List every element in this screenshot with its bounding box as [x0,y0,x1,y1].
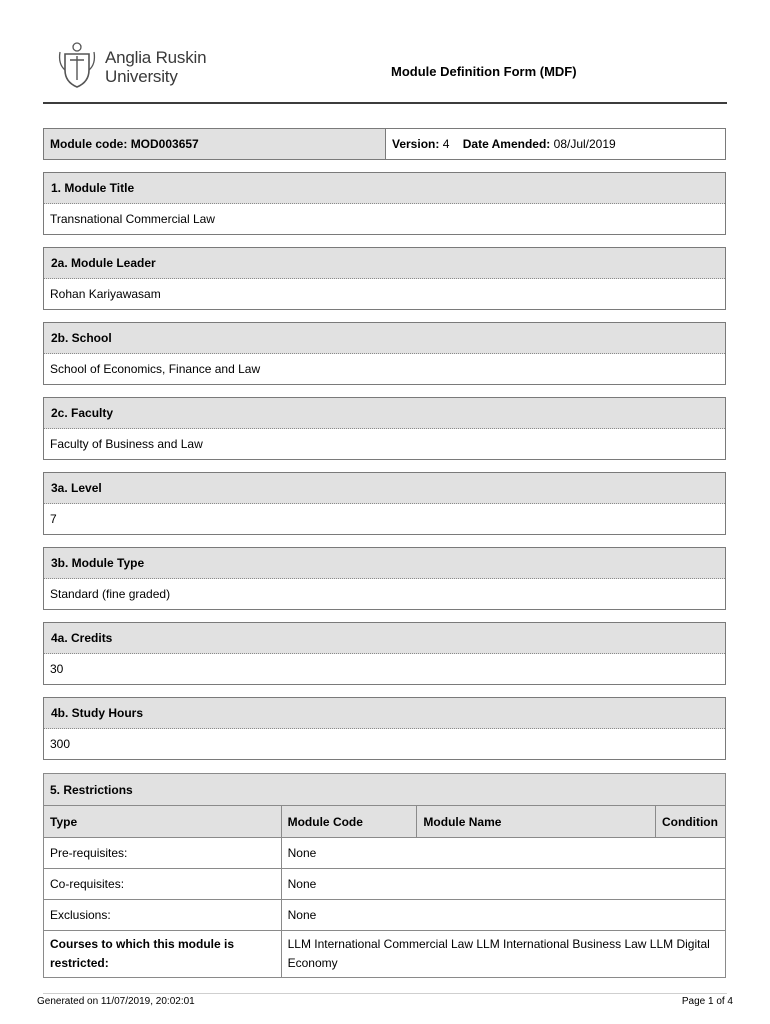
table-row [44,931,726,978]
table-row [44,900,726,931]
column-header-type: Type [44,806,282,838]
section-level [43,472,726,535]
section-label: 2c. Faculty [44,398,725,429]
section-value: 30 [50,662,64,676]
table-row [44,869,726,900]
courses-restricted-value: LLM International Commercial Law LLM International Business Law LLM Digital Economy [281,931,725,978]
section-label: 1. Module Title [44,173,725,204]
section-label: 4a. Credits [44,623,725,654]
module-code-cell [44,129,386,159]
version-cell [386,129,725,159]
section-label: 3a. Level [44,473,725,504]
module-code-label: Module code: [50,137,128,151]
module-code-box [43,128,726,160]
version-label: Version: [392,137,440,151]
crest-icon [57,40,97,88]
section-value: 300 [50,737,71,751]
restriction-type: Exclusions: [44,900,282,931]
section-study-hours [43,697,726,760]
restriction-value: None [281,900,725,931]
section-value: Transnational Commercial Law [50,212,215,226]
courses-restricted-label: Courses to which this module is restricted: [44,931,282,978]
section-label: 3b. Module Type [44,548,725,579]
generated-timestamp: Generated on 11/07/2019, 20:02:01 [37,996,195,1007]
restriction-value: None [281,838,725,869]
university-logo [57,40,217,90]
column-header-module-name: Module Name [417,806,656,838]
header-divider [43,102,727,104]
restriction-type: Co-requisites: [44,869,282,900]
date-amended-label: Date Amended: [462,137,551,151]
section-module-leader [43,247,726,310]
logo-line2: University [105,67,178,86]
section-value: School of Economics, Finance and Law [50,362,261,376]
version-value: 4 [442,137,450,151]
section-faculty [43,397,726,460]
section-value: 7 [50,512,57,526]
section-module-title [43,172,726,235]
section-value: Faculty of Business and Law [50,437,203,451]
section-label: 2b. School [44,323,725,354]
restrictions-label: 5. Restrictions [44,774,726,806]
restriction-value: None [281,869,725,900]
section-label: 4b. Study Hours [44,698,725,729]
column-header-condition: Condition [655,806,725,838]
section-value: Standard (fine graded) [50,587,171,601]
restriction-type: Pre-requisites: [44,838,282,869]
table-row [44,838,726,869]
section-school [43,322,726,385]
date-amended-value: 08/Jul/2019 [553,137,616,151]
restrictions-table [43,773,726,978]
logo-line1: Anglia Ruskin [105,48,207,67]
page-number: Page 1 of 4 [681,996,733,1007]
module-code-value: MOD003657 [130,137,199,151]
footer-divider [43,993,727,994]
page-title: Module Definition Form (MDF) [391,64,577,79]
section-label: 2a. Module Leader [44,248,725,279]
section-credits [43,622,726,685]
column-header-module-code: Module Code [281,806,417,838]
section-value: Rohan Kariyawasam [50,287,161,301]
section-module-type [43,547,726,610]
